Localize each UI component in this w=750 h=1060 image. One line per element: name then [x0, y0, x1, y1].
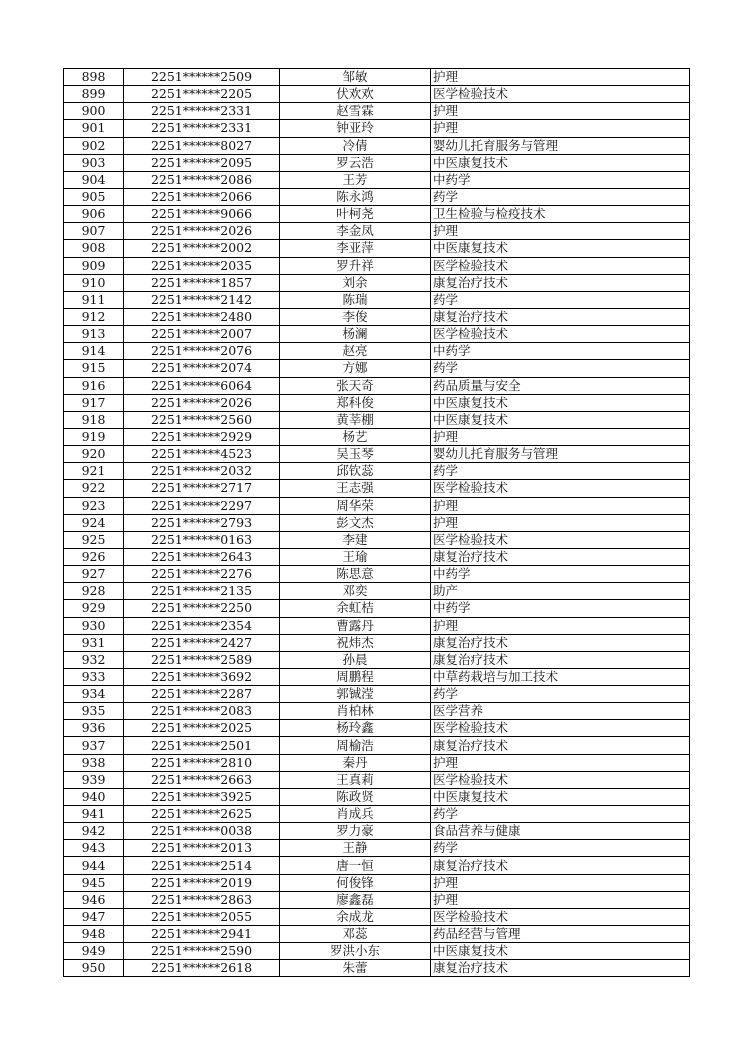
table-row — [64, 720, 690, 737]
table-row — [64, 137, 690, 154]
student-id-cell: 2251******3925 — [124, 788, 280, 805]
table-row — [64, 806, 690, 823]
student-name-cell: 罗云浩 — [280, 154, 431, 171]
row-number-cell: 940 — [64, 788, 124, 805]
major-cell: 婴幼儿托育服务与管理 — [431, 137, 690, 154]
major-cell: 药学 — [431, 463, 690, 480]
table-row — [64, 583, 690, 600]
student-id-cell: 2251******2135 — [124, 583, 280, 600]
student-name-cell: 赵雪霖 — [280, 103, 431, 120]
row-number-cell: 921 — [64, 463, 124, 480]
major-cell: 康复治疗技术 — [431, 737, 690, 754]
student-name-cell: 方娜 — [280, 360, 431, 377]
row-number-cell: 948 — [64, 926, 124, 943]
major-cell: 药学 — [431, 291, 690, 308]
major-cell: 医学检验技术 — [431, 771, 690, 788]
major-cell: 康复治疗技术 — [431, 651, 690, 668]
student-id-cell: 2251******2142 — [124, 291, 280, 308]
row-number-cell: 901 — [64, 120, 124, 137]
row-number-cell: 938 — [64, 754, 124, 771]
row-number-cell: 917 — [64, 394, 124, 411]
table-row — [64, 240, 690, 257]
row-number-cell: 947 — [64, 908, 124, 925]
student-name-cell: 王静 — [280, 840, 431, 857]
table-row — [64, 326, 690, 343]
major-cell: 康复治疗技术 — [431, 960, 690, 977]
student-name-cell: 邱钦蕊 — [280, 463, 431, 480]
row-number-cell: 903 — [64, 154, 124, 171]
table-row — [64, 617, 690, 634]
major-cell: 医学检验技术 — [431, 326, 690, 343]
major-cell: 中医康复技术 — [431, 154, 690, 171]
row-number-cell: 936 — [64, 720, 124, 737]
student-name-cell: 吴玉琴 — [280, 446, 431, 463]
row-number-cell: 931 — [64, 634, 124, 651]
student-id-cell: 2251******2331 — [124, 120, 280, 137]
row-number-cell: 904 — [64, 171, 124, 188]
student-name-cell: 余成龙 — [280, 908, 431, 925]
student-id-cell: 2251******2793 — [124, 514, 280, 531]
student-name-cell: 杨艺 — [280, 428, 431, 445]
major-cell: 中药学 — [431, 171, 690, 188]
major-cell: 康复治疗技术 — [431, 308, 690, 325]
student-id-cell: 2251******2354 — [124, 617, 280, 634]
row-number-cell: 939 — [64, 771, 124, 788]
student-name-cell: 余虹桔 — [280, 600, 431, 617]
student-name-cell: 肖成兵 — [280, 806, 431, 823]
major-cell: 中医康复技术 — [431, 240, 690, 257]
student-name-cell: 彭文杰 — [280, 514, 431, 531]
student-name-cell: 何俊锋 — [280, 874, 431, 891]
major-cell: 中草药栽培与加工技术 — [431, 668, 690, 685]
table-row — [64, 651, 690, 668]
major-cell: 中药学 — [431, 343, 690, 360]
table-row — [64, 857, 690, 874]
student-name-cell: 黄莘棚 — [280, 411, 431, 428]
student-id-cell: 2251******2663 — [124, 771, 280, 788]
student-id-cell: 2251******2287 — [124, 686, 280, 703]
row-number-cell: 910 — [64, 274, 124, 291]
student-id-cell: 2251******2590 — [124, 943, 280, 960]
student-name-cell: 王志强 — [280, 480, 431, 497]
student-id-cell: 2251******2276 — [124, 566, 280, 583]
table-row — [64, 874, 690, 891]
student-list-table — [63, 68, 690, 977]
table-row — [64, 86, 690, 103]
student-id-cell: 2251******1857 — [124, 274, 280, 291]
row-number-cell: 950 — [64, 960, 124, 977]
table-row — [64, 823, 690, 840]
major-cell: 护理 — [431, 514, 690, 531]
table-row — [64, 206, 690, 223]
table-row — [64, 497, 690, 514]
major-cell: 医学检验技术 — [431, 531, 690, 548]
table-row — [64, 788, 690, 805]
row-number-cell: 926 — [64, 548, 124, 565]
table-row — [64, 703, 690, 720]
student-id-cell: 2251******2717 — [124, 480, 280, 497]
table-row — [64, 840, 690, 857]
row-number-cell: 925 — [64, 531, 124, 548]
student-name-cell: 王瑜 — [280, 548, 431, 565]
student-name-cell: 邓奕 — [280, 583, 431, 600]
major-cell: 护理 — [431, 617, 690, 634]
major-cell: 药学 — [431, 840, 690, 857]
student-id-cell: 2251******2086 — [124, 171, 280, 188]
student-id-cell: 2251******4523 — [124, 446, 280, 463]
student-name-cell: 李俊 — [280, 308, 431, 325]
student-name-cell: 唐一恒 — [280, 857, 431, 874]
student-id-cell: 2251******2025 — [124, 720, 280, 737]
table-row — [64, 531, 690, 548]
table-row — [64, 360, 690, 377]
student-name-cell: 李建 — [280, 531, 431, 548]
table-row — [64, 634, 690, 651]
table-row — [64, 291, 690, 308]
table-row — [64, 120, 690, 137]
student-id-cell: 2251******2032 — [124, 463, 280, 480]
student-name-cell: 罗洪小东 — [280, 943, 431, 960]
table-row — [64, 257, 690, 274]
row-number-cell: 908 — [64, 240, 124, 257]
row-number-cell: 937 — [64, 737, 124, 754]
table-row — [64, 514, 690, 531]
student-id-cell: 2251******3692 — [124, 668, 280, 685]
row-number-cell: 913 — [64, 326, 124, 343]
student-id-cell: 2251******2297 — [124, 497, 280, 514]
major-cell: 医学营养 — [431, 703, 690, 720]
row-number-cell: 902 — [64, 137, 124, 154]
table-row — [64, 926, 690, 943]
major-cell: 卫生检验与检疫技术 — [431, 206, 690, 223]
major-cell: 药学 — [431, 188, 690, 205]
major-cell: 护理 — [431, 754, 690, 771]
row-number-cell: 898 — [64, 69, 124, 86]
table-row — [64, 69, 690, 86]
table-row — [64, 566, 690, 583]
student-id-cell: 2251******8027 — [124, 137, 280, 154]
student-name-cell: 陈思意 — [280, 566, 431, 583]
major-cell: 食品营养与健康 — [431, 823, 690, 840]
table-row — [64, 103, 690, 120]
student-name-cell: 冷倩 — [280, 137, 431, 154]
major-cell: 护理 — [431, 891, 690, 908]
student-name-cell: 李金凤 — [280, 223, 431, 240]
student-name-cell: 王芳 — [280, 171, 431, 188]
student-id-cell: 2251******2035 — [124, 257, 280, 274]
student-id-cell: 2251******2083 — [124, 703, 280, 720]
row-number-cell: 906 — [64, 206, 124, 223]
student-id-cell: 2251******2480 — [124, 308, 280, 325]
student-name-cell: 廖鑫磊 — [280, 891, 431, 908]
table-row — [64, 394, 690, 411]
major-cell: 药学 — [431, 806, 690, 823]
student-id-cell: 2251******2501 — [124, 737, 280, 754]
row-number-cell: 907 — [64, 223, 124, 240]
major-cell: 护理 — [431, 223, 690, 240]
major-cell: 医学检验技术 — [431, 908, 690, 925]
row-number-cell: 924 — [64, 514, 124, 531]
table-row — [64, 943, 690, 960]
student-id-cell: 2251******9066 — [124, 206, 280, 223]
student-id-cell: 2251******2002 — [124, 240, 280, 257]
student-id-cell: 2251******6064 — [124, 377, 280, 394]
student-id-cell: 2251******2013 — [124, 840, 280, 857]
student-name-cell: 秦丹 — [280, 754, 431, 771]
major-cell: 中医康复技术 — [431, 943, 690, 960]
student-id-cell: 2251******2331 — [124, 103, 280, 120]
student-id-cell: 2251******2066 — [124, 188, 280, 205]
table-body — [64, 69, 690, 977]
row-number-cell: 941 — [64, 806, 124, 823]
table-row — [64, 960, 690, 977]
row-number-cell: 919 — [64, 428, 124, 445]
table-row — [64, 188, 690, 205]
major-cell: 婴幼儿托育服务与管理 — [431, 446, 690, 463]
major-cell: 药品经营与管理 — [431, 926, 690, 943]
row-number-cell: 942 — [64, 823, 124, 840]
student-name-cell: 陈政贤 — [280, 788, 431, 805]
major-cell: 中医康复技术 — [431, 411, 690, 428]
major-cell: 药学 — [431, 360, 690, 377]
table-row — [64, 548, 690, 565]
major-cell: 康复治疗技术 — [431, 857, 690, 874]
row-number-cell: 927 — [64, 566, 124, 583]
row-number-cell: 905 — [64, 188, 124, 205]
table-row — [64, 377, 690, 394]
student-name-cell: 周鹏程 — [280, 668, 431, 685]
row-number-cell: 900 — [64, 103, 124, 120]
table-row — [64, 463, 690, 480]
student-name-cell: 曹露丹 — [280, 617, 431, 634]
row-number-cell: 935 — [64, 703, 124, 720]
student-name-cell: 孙晨 — [280, 651, 431, 668]
student-id-cell: 2251******2863 — [124, 891, 280, 908]
table-row — [64, 411, 690, 428]
student-id-cell: 2251******2625 — [124, 806, 280, 823]
student-name-cell: 邹敏 — [280, 69, 431, 86]
major-cell: 中药学 — [431, 600, 690, 617]
student-id-cell: 2251******2427 — [124, 634, 280, 651]
student-name-cell: 赵亮 — [280, 343, 431, 360]
table-row — [64, 428, 690, 445]
student-name-cell: 叶柯尧 — [280, 206, 431, 223]
row-number-cell: 945 — [64, 874, 124, 891]
student-name-cell: 钟亚玲 — [280, 120, 431, 137]
student-id-cell: 2251******2076 — [124, 343, 280, 360]
student-name-cell: 杨澜 — [280, 326, 431, 343]
row-number-cell: 899 — [64, 86, 124, 103]
major-cell: 康复治疗技术 — [431, 634, 690, 651]
student-name-cell: 张天奇 — [280, 377, 431, 394]
table-row — [64, 171, 690, 188]
major-cell: 康复治疗技术 — [431, 274, 690, 291]
major-cell: 护理 — [431, 874, 690, 891]
major-cell: 康复治疗技术 — [431, 548, 690, 565]
student-name-cell: 杨玲鑫 — [280, 720, 431, 737]
row-number-cell: 922 — [64, 480, 124, 497]
student-id-cell: 2251******2250 — [124, 600, 280, 617]
row-number-cell: 930 — [64, 617, 124, 634]
student-name-cell: 王真莉 — [280, 771, 431, 788]
table-row — [64, 480, 690, 497]
row-number-cell: 915 — [64, 360, 124, 377]
table-row — [64, 891, 690, 908]
student-id-cell: 2251******0163 — [124, 531, 280, 548]
major-cell: 中药学 — [431, 566, 690, 583]
student-id-cell: 2251******2514 — [124, 857, 280, 874]
student-name-cell: 祝炜杰 — [280, 634, 431, 651]
student-name-cell: 周榆浩 — [280, 737, 431, 754]
major-cell: 医学检验技术 — [431, 480, 690, 497]
row-number-cell: 911 — [64, 291, 124, 308]
row-number-cell: 932 — [64, 651, 124, 668]
student-name-cell: 李亚萍 — [280, 240, 431, 257]
student-name-cell: 朱蕾 — [280, 960, 431, 977]
student-id-cell: 2251******2509 — [124, 69, 280, 86]
student-id-cell: 2251******2026 — [124, 394, 280, 411]
table-row — [64, 446, 690, 463]
row-number-cell: 914 — [64, 343, 124, 360]
row-number-cell: 920 — [64, 446, 124, 463]
row-number-cell: 909 — [64, 257, 124, 274]
student-id-cell: 2251******2007 — [124, 326, 280, 343]
major-cell: 医学检验技术 — [431, 720, 690, 737]
student-id-cell: 2251******2643 — [124, 548, 280, 565]
student-id-cell: 2251******2026 — [124, 223, 280, 240]
table-row — [64, 754, 690, 771]
student-id-cell: 2251******0038 — [124, 823, 280, 840]
table-row — [64, 600, 690, 617]
row-number-cell: 934 — [64, 686, 124, 703]
table-row — [64, 908, 690, 925]
student-id-cell: 2251******2589 — [124, 651, 280, 668]
student-name-cell: 陈瑞 — [280, 291, 431, 308]
major-cell: 护理 — [431, 69, 690, 86]
table-row — [64, 154, 690, 171]
row-number-cell: 912 — [64, 308, 124, 325]
major-cell: 护理 — [431, 103, 690, 120]
major-cell: 护理 — [431, 497, 690, 514]
row-number-cell: 946 — [64, 891, 124, 908]
major-cell: 医学检验技术 — [431, 86, 690, 103]
student-id-cell: 2251******2929 — [124, 428, 280, 445]
student-name-cell: 郑科俊 — [280, 394, 431, 411]
student-id-cell: 2251******2810 — [124, 754, 280, 771]
major-cell: 药品质量与安全 — [431, 377, 690, 394]
student-id-cell: 2251******2941 — [124, 926, 280, 943]
student-id-cell: 2251******2205 — [124, 86, 280, 103]
table-row — [64, 668, 690, 685]
student-id-cell: 2251******2055 — [124, 908, 280, 925]
student-name-cell: 刘余 — [280, 274, 431, 291]
row-number-cell: 929 — [64, 600, 124, 617]
major-cell: 医学检验技术 — [431, 257, 690, 274]
student-name-cell: 罗升祥 — [280, 257, 431, 274]
student-id-cell: 2251******2019 — [124, 874, 280, 891]
student-name-cell: 陈永鸿 — [280, 188, 431, 205]
row-number-cell: 949 — [64, 943, 124, 960]
student-name-cell: 伏欢欢 — [280, 86, 431, 103]
student-name-cell: 肖柏林 — [280, 703, 431, 720]
table-row — [64, 343, 690, 360]
major-cell: 药学 — [431, 686, 690, 703]
student-id-cell: 2251******2560 — [124, 411, 280, 428]
student-name-cell: 周华荣 — [280, 497, 431, 514]
row-number-cell: 944 — [64, 857, 124, 874]
student-name-cell: 郭铖滢 — [280, 686, 431, 703]
major-cell: 护理 — [431, 120, 690, 137]
table-row — [64, 737, 690, 754]
row-number-cell: 918 — [64, 411, 124, 428]
row-number-cell: 923 — [64, 497, 124, 514]
major-cell: 中医康复技术 — [431, 788, 690, 805]
table-row — [64, 223, 690, 240]
student-id-cell: 2251******2074 — [124, 360, 280, 377]
table-row — [64, 308, 690, 325]
student-id-cell: 2251******2618 — [124, 960, 280, 977]
major-cell: 中医康复技术 — [431, 394, 690, 411]
row-number-cell: 916 — [64, 377, 124, 394]
student-name-cell: 邓蕊 — [280, 926, 431, 943]
row-number-cell: 943 — [64, 840, 124, 857]
row-number-cell: 928 — [64, 583, 124, 600]
major-cell: 助产 — [431, 583, 690, 600]
student-id-cell: 2251******2095 — [124, 154, 280, 171]
row-number-cell: 933 — [64, 668, 124, 685]
major-cell: 护理 — [431, 428, 690, 445]
table-row — [64, 771, 690, 788]
student-name-cell: 罗力豪 — [280, 823, 431, 840]
table-row — [64, 686, 690, 703]
table-row — [64, 274, 690, 291]
